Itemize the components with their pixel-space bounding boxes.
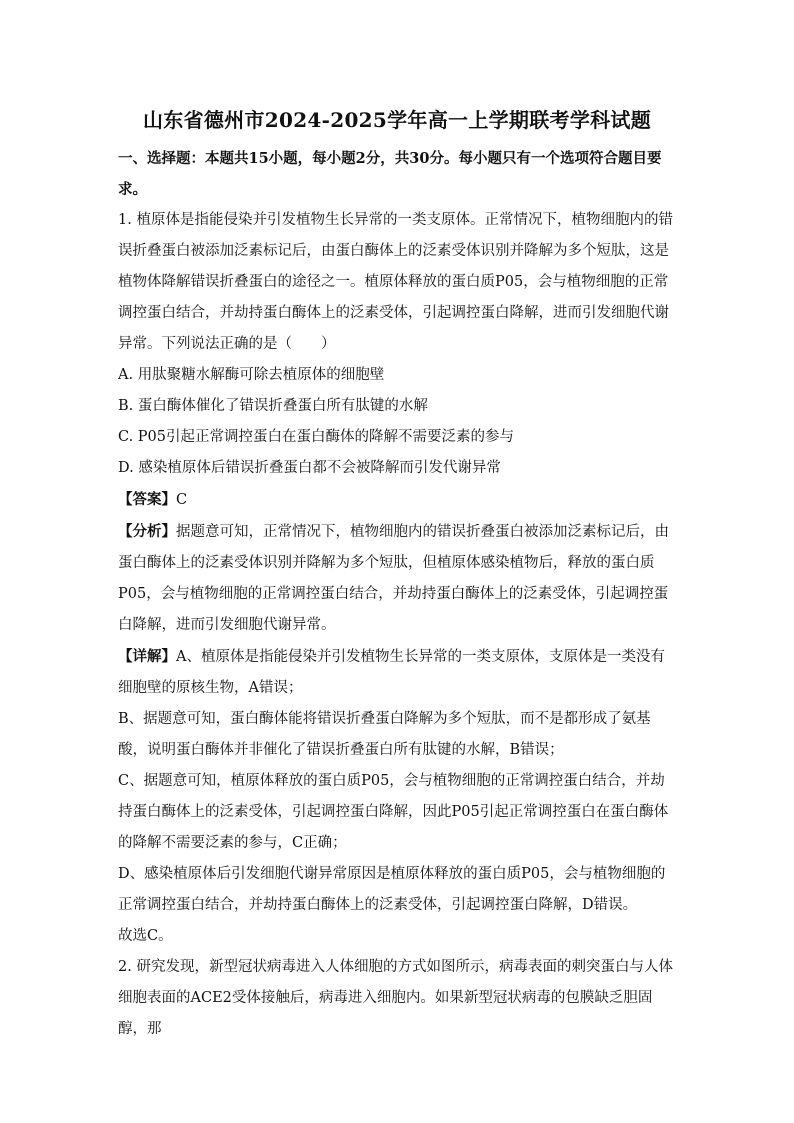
detail-paragraph-c: C、据题意可知，植原体释放的蛋白质P05，会与植物细胞的正常调控蛋白结合，并劫持蛋白酶体上的泛素受体，引起调控蛋白降解，因此P05引起正常调控蛋白在蛋白酶体的降解不需要泛素的参与，C正确； (118, 773, 669, 851)
analysis-label: 【分析】 (118, 523, 176, 540)
question-2-stem: 2. 研究发现，新型冠状病毒进入人体细胞的方式如图所示，病毒表面的刺突蛋白与人体细胞表面的ACE2受体接触后，病毒进入细胞内。如果新型冠状病毒的包膜缺乏胆固醇，那 (118, 959, 673, 1037)
document-body (118, 143, 678, 1045)
detail-label: 【详解】 (118, 648, 176, 665)
section-heading: 一、选择题：本题共15小题，每小题2分，共30分。每小题只有一个选项符合题目要求。 (118, 150, 662, 198)
answer-label: 【答案】 (118, 491, 176, 508)
conclusion-line: 故选C。 (118, 928, 173, 944)
detail-paragraph-b: B、据题意可知，蛋白酶体能将错误折叠蛋白降解为多个短肽，而不是都形成了氨基酸，说明蛋白酶体并非催化了错误折叠蛋白所有肽键的水解，B错误； (118, 711, 651, 758)
document-title: 山东省德州市2024-2025学年高一上学期联考学科试题 (142, 108, 652, 132)
question-1-option-a: A. 用肽聚糖水解酶可除去植原体的细胞壁 (118, 367, 385, 383)
question-1-stem: 1. 植原体是指能侵染并引发植物生长异常的一类支原体。正常情况下，植物细胞内的错误折叠蛋白被添加泛素标记后，由蛋白酶体上的泛素受体识别并降解为多个短肽，这是植物体降解错误折叠蛋白的途径之一。植原体释放的蛋白质P05，会与植物细胞的正常调控蛋白结合，并劫持蛋白酶体上的泛素受体，引起调控蛋白降解，进而引发细胞代谢异常。下列说法正确的是（ ） (118, 212, 673, 352)
question-1-option-b: B. 蛋白酶体催化了错误折叠蛋白所有肽键的水解 (118, 398, 428, 414)
detail-paragraph-a (118, 641, 678, 704)
detail-paragraph-d: D、感染植原体后引发细胞代谢异常原因是植原体释放的蛋白质P05，会与植物细胞的正常调控蛋白结合，并劫持蛋白酶体上的泛素受体，引起调控蛋白降解，D错误。 (118, 866, 666, 913)
answer-value: C (176, 492, 188, 508)
analysis-text: 据题意可知，正常情况下，植物细胞内的错误折叠蛋白被添加泛素标记后，由蛋白酶体上的泛素受体识别并降解为多个短肽，但植原体感染植物后，释放的蛋白质P05，会与植物细胞的正常调控蛋白结合，并劫持蛋白酶体上的泛素受体，引起调控蛋白降解，进而引发细胞代谢异常。 (118, 524, 669, 633)
detail-text-a: A、植原体是指能侵染并引发植物生长异常的一类支原体，支原体是一类没有细胞壁的原核生物，A错误； (118, 649, 665, 696)
question-1-option-c: C. P05引起正常调控蛋白在蛋白酶体的降解不需要泛素的参与 (118, 429, 515, 445)
question-1-option-d: D. 感染植原体后错误折叠蛋白都不会被降解而引发代谢异常 (118, 460, 501, 476)
analysis-paragraph (118, 516, 678, 641)
answer-line (118, 484, 678, 516)
